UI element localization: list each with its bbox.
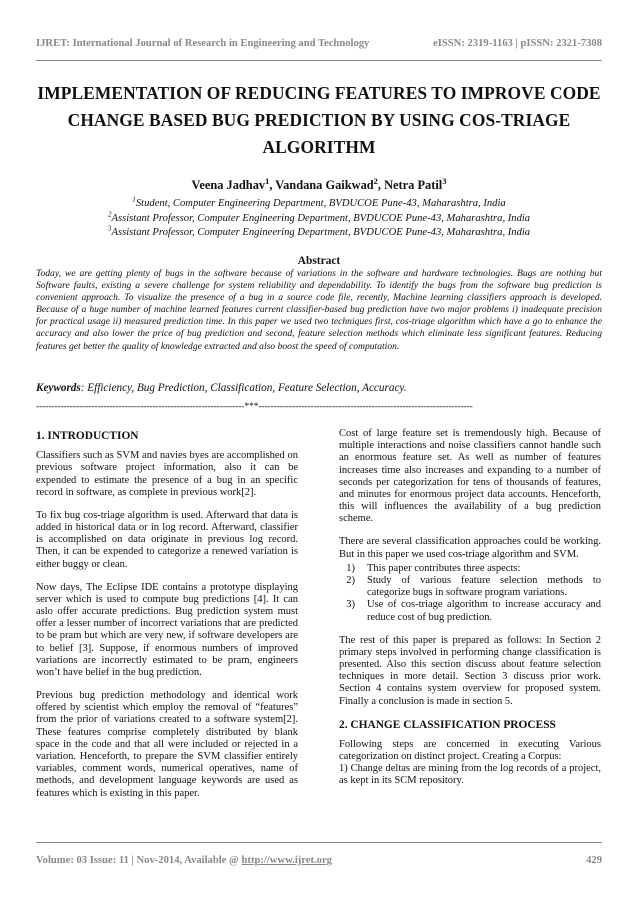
- paragraph: Classifiers such as SVM and navies byes are accomplished on previous software project information, also it can be expended to estimate the presence of a bug in an specific record in software, as complete in previous work[2].: [36, 450, 298, 498]
- paragraph: There are several classification approaches could be working. But in this paper we used cos-triage algorithm and SVM.: [339, 536, 601, 560]
- issn: eISSN: 2319-1163 | pISSN: 2321-7308: [433, 38, 602, 49]
- paragraph: Previous bug prediction methodology and identical work offered by scientist which employ the removal of “features” from the prior of variations created to a software system[2]. These features comprise completely distributed by blank space in the code and that all were included or rejected in a variation. Henceforth, to prepare the SVM classifier entirely variables, comment words, numerical operatives, name of methods, and development language keywords are used as features which is existing in this paper.: [36, 690, 298, 799]
- author-name: Veena Jadhav: [191, 178, 266, 192]
- abstract-text: Today, we are getting plenty of bugs in the software because of variations in the software and hardware technologies. Bugs are nothing but Software faults, existing a severe challenge for system reliability and dependability. To identify the bugs from the software bug prediction is convenient approach. To visualize the presence of a bug in a source code file, recently, Machine learning classifiers approach is developed. Because of a huge number of machine learned features current classifier-based bug prediction have two major problems i) inadequate precision for practical usage ii) measured prediction time. In this paper we used two techniques first, cos-triage algorithm which have a go to enhance the accuracy and also lower the price of bug prediction and second, feature selection methods which eliminate less significant features. Reducing features get better the quality of knowledge extracted and also boost the speed of computation.: [36, 268, 602, 352]
- running-footer: [36, 855, 602, 866]
- journal-link[interactable]: http://www.ijret.org: [241, 855, 332, 866]
- section-heading: 2. CHANGE CLASSIFICATION PROCESS: [339, 718, 556, 731]
- list-item: 1) This paper contributes three aspects:: [346, 562, 521, 574]
- paragraph: Following steps are concerned in executing Various categorization on distinct project. Creating a Corpus:: [339, 738, 601, 763]
- abstract-heading: Abstract: [297, 255, 341, 267]
- keywords: Keywords: Efficiency, Bug Prediction, Classification, Feature Selection, Accuracy.: [36, 382, 407, 394]
- list-item: 2) Study of various feature selection methods to categorize bugs in software program variations.: [346, 575, 601, 599]
- author-name: Netra Patil: [384, 178, 443, 192]
- author-list: Veena Jadhav$^1$, Vandana Gaikwad$^2$, Netra Patil$^3$: [191, 175, 447, 192]
- contribution-list: [339, 563, 601, 624]
- paragraph: The rest of this paper is prepared as follows: In Section 2 primary steps involved in performing change classification is presented. Also this section discuss about feature selection techniques in more detail. Section 3 discuss prior work. Section 4 contains system overview for proposed system. Finally a conclusion is made in section 5.: [339, 634, 601, 707]
- section-heading: 1. INTRODUCTION: [36, 430, 139, 442]
- list-item: 3) Use of cos-triage algorithm to increase accuracy and reduce cost of bug prediction.: [346, 599, 601, 623]
- affiliation: $^1$Student, Computer Engineering Department, BVDUCOE Pune-43, Maharashtra, India: [132, 195, 506, 209]
- left-column: [36, 430, 298, 811]
- affiliations: [36, 197, 602, 241]
- affiliation: $^2$Assistant Professor, Computer Engineering Department, BVDUCOE Pune-43, Maharashtra, India: [107, 210, 531, 224]
- footer-volume: Volume: 03 Issue: 11 | Nov-2014, Available @ http://www.ijret.org: [36, 855, 332, 866]
- paragraph: To fix bug cos-triage algorithm is used. Afterward that data is added in historical data or in log record. Afterward, classifier is accomplished on data originate in previous log record. Then, it can be expended to categorize a renewed variation is either buggy or clean.: [36, 509, 298, 570]
- page-number: 429: [586, 855, 602, 866]
- footer-rule: [36, 842, 602, 843]
- header-rule: [36, 60, 602, 61]
- journal-name: IJRET: International Journal of Research in Engineering and Technology: [36, 38, 370, 49]
- section-separator: --------------------------------------------------------------------***----------------------------------------------------------------------: [36, 401, 473, 412]
- paper-title: IMPLEMENTATION OF REDUCING FEATURES TO IMPROVE CODE CHANGE BASED BUG PREDICTION BY USING COS-TRIAGE ALGORITHM: [37, 83, 601, 157]
- paragraph: Now days, The Eclipse IDE contains a prototype displaying server which is used to compute bug predictions [4]. It can aslo offer accurate predictions. Bug prediction system must offer a lesser number of incorrect variations that are predicted to be pram but which are very new, if software developers are to belief [3]. Suppose, if enormous numbers of improved variations are incorrectly estimated to be pram, engineers won’t have belief in the bug prediction.: [36, 581, 298, 679]
- paragraph: Cost of large feature set is tremendously high. Because of multiple interactions and noise classifiers cannot handle such an enormous feature set. As well as number of features increases time also increases and expanding to a number of seconds per categorization for tens of thousands of features, and minutes for enormous project data accounts. Henceforth, this will influences the availability of a bug prediction scheme.: [339, 428, 601, 525]
- paragraph: 1) Change deltas are mining from the log records of a project, as kept in its SCM repository.: [339, 763, 601, 787]
- affiliation: $^3$Assistant Professor, Computer Engineering Department, BVDUCOE Pune-43, Maharashtra, India: [107, 224, 531, 239]
- right-column: [339, 428, 601, 798]
- author-name: Vandana Gaikwad: [275, 178, 374, 192]
- running-header: [36, 38, 602, 49]
